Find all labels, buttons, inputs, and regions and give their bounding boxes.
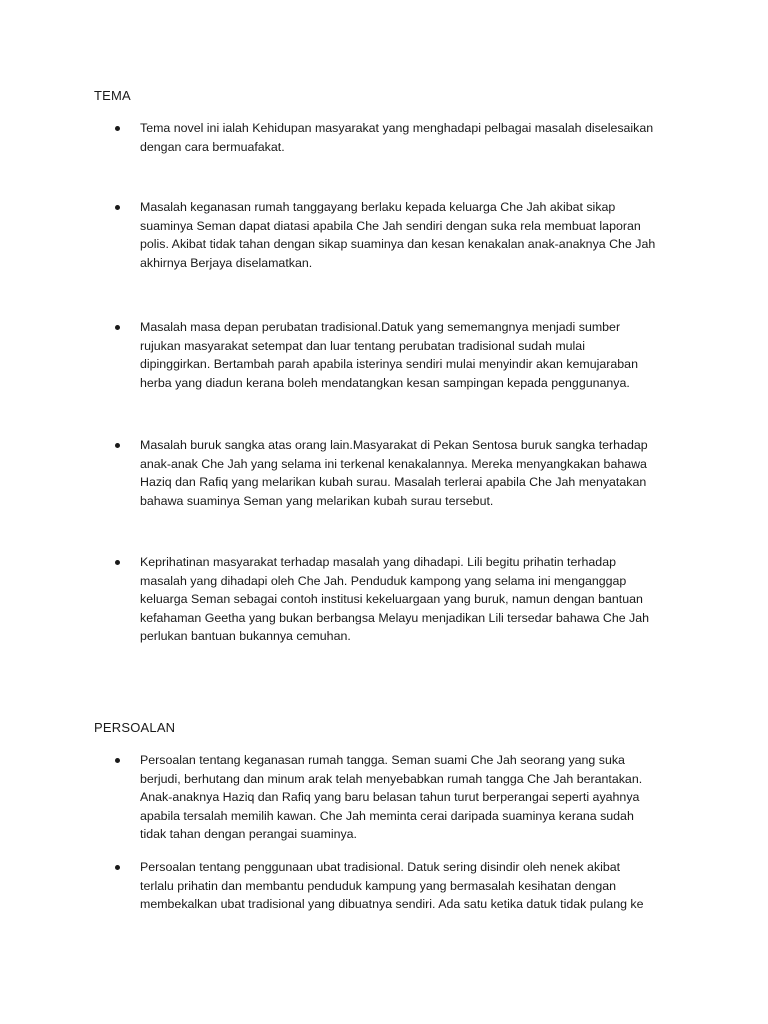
list-item (115, 751, 675, 844)
bullet-icon (115, 758, 120, 763)
list-item (115, 119, 675, 156)
text-line: herba yang diadun kerana boleh mendatangkan kesan sampingan kepada penggunanya. (140, 375, 630, 390)
bullet-icon (115, 865, 120, 870)
text-line: rujukan masyarakat setempat dan luar tentang perubatan tradisional sudah mulai (140, 338, 585, 353)
text-line: terlalu prihatin dan membantu penduduk kampung yang bermasalah kesihatan dengan (140, 878, 616, 893)
list-item-text (140, 436, 675, 510)
text-line: suaminya Seman dapat diatasi apabila Che Jah sendiri dengan suka rela membuat laporan (140, 218, 641, 233)
bullet-icon (115, 325, 120, 330)
list-item-text (140, 119, 675, 156)
text-line: akhirnya Berjaya diselamatkan. (140, 255, 313, 270)
text-line: anak-anak Che Jah yang selama ini terkenal kenakalannya. Mereka menyangkakan bahawa (140, 456, 647, 471)
list-item (115, 858, 675, 914)
text-line: masalah yang dihadapi oleh Che Jah. Penduduk kampong yang selama ini menganggap (140, 573, 627, 588)
text-line: Masalah keganasan rumah tanggayang berlaku kepada keluarga Che Jah akibat sikap (140, 200, 616, 214)
text-line: Masalah masa depan perubatan tradisional.Datuk yang sememangnya menjadi sumber (140, 320, 621, 334)
text-line: berjudi, berhutang dan minum arak telah menyebabkan rumah tangga Che Jah berantakan. (140, 771, 643, 786)
text-line: polis. Akibat tidak tahan dengan sikap suaminya dan kesan kenakalan anak-anaknya Che Jah (140, 237, 656, 252)
text-line: Keprihatinan masyarakat terhadap masalah yang dihadapi. Lili begitu prihatin terhadap (140, 555, 616, 569)
text-line: bahawa suaminya Seman yang melarikan kubah surau tersebut. (140, 493, 494, 508)
text-line: Tema novel ini ialah Kehidupan masyarakat yang menghadapi pelbagai masalah diselesaikan (140, 121, 654, 135)
text-line: kefahaman Geetha yang bukan berbangsa Melayu menjadikan Lili tersedar bahawa Che Jah (140, 610, 650, 625)
list-item-text (140, 198, 675, 272)
text-line: membekalkan ubat tradisional yang dibuatnya sendiri. Ada satu ketika datuk tidak pulang ke (140, 897, 644, 912)
text-line: Haziq dan Rafiq yang melarikan kubah surau. Masalah terlerai apabila Che Jah menyatakan (140, 475, 647, 490)
bullet-icon (115, 443, 120, 448)
text-line: Persoalan tentang penggunaan ubat tradisional. Datuk sering disindir oleh nenek akibat (140, 860, 621, 874)
list-item (115, 198, 675, 272)
list-item (115, 436, 675, 510)
text-line: Masalah buruk sangka atas orang lain.Masyarakat di Pekan Sentosa buruk sangka terhadap (140, 438, 648, 452)
text-line: Persoalan tentang keganasan rumah tangga. Seman suami Che Jah seorang yang suka (140, 753, 625, 767)
list-item-text (140, 553, 675, 646)
bullet-icon (115, 126, 120, 131)
list-item-text (140, 858, 675, 914)
section-heading-persoalan: PERSOALAN (94, 720, 176, 735)
text-line: perlukan bantuan bukannya cemuhan. (140, 629, 351, 644)
list-item (115, 318, 675, 392)
text-line: Anak-anaknya Haziq dan Rafiq yang baru belasan tahun turut berperangai seperti ayahnya (140, 790, 640, 805)
text-line: tidak tahan dengan perangai suaminya. (140, 827, 357, 842)
list-item (115, 553, 675, 646)
text-line: apabila tersalah memilih kawan. Che Jah meminta cerai daripada suaminya kerana sudah (140, 808, 634, 823)
text-line: dengan cara bermuafakat. (140, 139, 285, 154)
text-line: keluarga Seman sebagai contoh institusi kekeluargaan yang buruk, namun dengan bantuan (140, 592, 643, 607)
bullet-icon (115, 560, 120, 565)
list-item-text (140, 751, 675, 844)
section-heading-tema: TEMA (94, 88, 131, 103)
text-line: dipinggirkan. Bertambah parah apabila isterinya sendiri mulai menyindir akan kemujaraban (140, 357, 638, 372)
bullet-icon (115, 205, 120, 210)
list-item-text (140, 318, 675, 392)
